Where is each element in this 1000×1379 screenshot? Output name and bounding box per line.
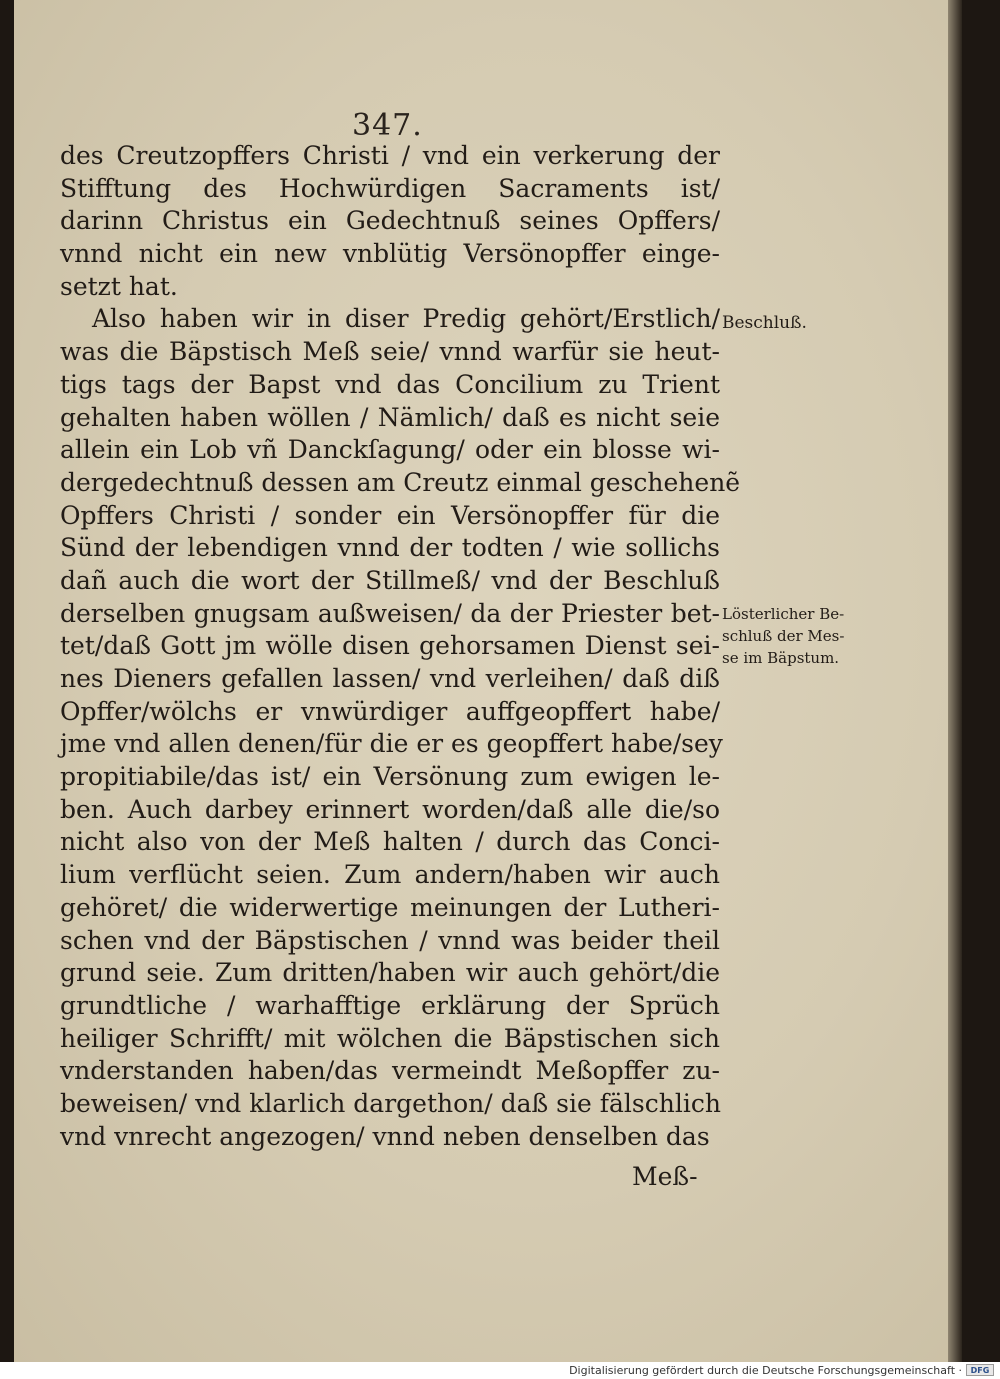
text-line: gehöret/ die widerwertige meinungen der Lutheri- [60,892,720,922]
text-line: vnnd nicht ein new vnblütig Versönopffer einge- [60,239,720,269]
text-line: grund seie. Zum dritten/haben wir auch gehört/die [60,958,720,988]
text-line: propitiabile/das ist/ ein Versönung zum ewigen le- [60,762,720,792]
margin-note-line: Beschluß. [722,313,807,333]
margin-note-beschluss [722,312,882,334]
text-line: was die Bäpstisch Meß seie/ vnnd warfür sie heut- [60,337,720,367]
text-line: setzt hat. [60,271,178,301]
text-line: dergedechtnuß dessen am Creutz einmal geschehenẽ [60,467,741,497]
page-edge-shadow [948,0,962,1362]
catchword: Meß- [632,1162,698,1191]
page-number: 347. [352,108,423,143]
margin-note-line: se im Bäpstum. [722,649,840,667]
margin-note-line: Lösterlicher Be- [722,605,845,623]
text-line: vnderstanden haben/das vermeindt Meßopffer zu- [60,1056,720,1086]
text-line: nes Dieners gefallen lassen/ vnd verleihen/ daß diß [60,664,720,693]
text-line: Opffers Christi / sonder ein Versönopffer für die [60,500,720,530]
text-line: gehalten haben wöllen / Nämlich/ daß es nicht seie [60,402,720,432]
text-line: Opffer/wölchs er vnwürdiger auffgeopffert habe/ [60,696,720,726]
text-line: jme vnd allen denen/für die er es geopffert habe/sey [60,729,723,759]
text-line: tet/daß Gott jm wölle disen gehorsamen Dienst sei- [60,631,720,661]
dfg-logo: DFG [966,1364,994,1376]
text-line: Sünd der lebendigen vnnd der todten / wie sollichs [60,533,720,563]
text-line: dañ auch die wort der Stillmeß/ vnd der Beschluß [60,565,720,595]
text-line: nicht also von der Meß halten / durch das Conci- [60,827,720,857]
text-line: des Creutzopffers Christi / vnd ein verkerung der [60,141,720,170]
text-line: beweisen/ vnd klarlich dargethon/ daß sie fälschlich [60,1088,721,1118]
text-line: derselben gnugsam außweisen/ da der Priester bet- [60,598,720,628]
main-text-block [60,140,741,1153]
text-line: grundtliche / warhafftige erklärung der Sprüch [60,990,720,1020]
text-line: Stifftung des Hochwürdigen Sacraments ist/ [60,173,720,203]
margin-note-lesterlicher-beschluss [722,603,882,669]
text-line: darinn Christus ein Gedechtnuß seines Opffers/ [60,206,720,236]
text-line: allein ein Lob vñ Danckſagung/ oder ein blosse wi- [60,435,720,465]
text-line: schen vnd der Bäpstischen / vnnd was beider theil [60,925,720,955]
text-line: ben. Auch darbey erinnert worden/daß alle die/so [60,794,720,824]
text-line: heiliger Schrifft/ mit wölchen die Bäpstischen sich [60,1023,720,1053]
margin-note-line: schluß der Mes- [722,627,845,645]
text-line: tigs tags der Bapst vnd das Concilium zu Trient [60,369,720,399]
funding-credit: Digitalisierung gefördert durch die Deutsche Forschungsgemeinschaft · [569,1364,962,1377]
text-line: lium verflücht seien. Zum andern/haben wir auch [60,860,720,890]
text-line: vnd vnrecht angezogen/ vnnd neben denselben das [60,1121,710,1151]
text-line: Also haben wir in diser Predig gehört/Erstlich/ [92,304,720,334]
